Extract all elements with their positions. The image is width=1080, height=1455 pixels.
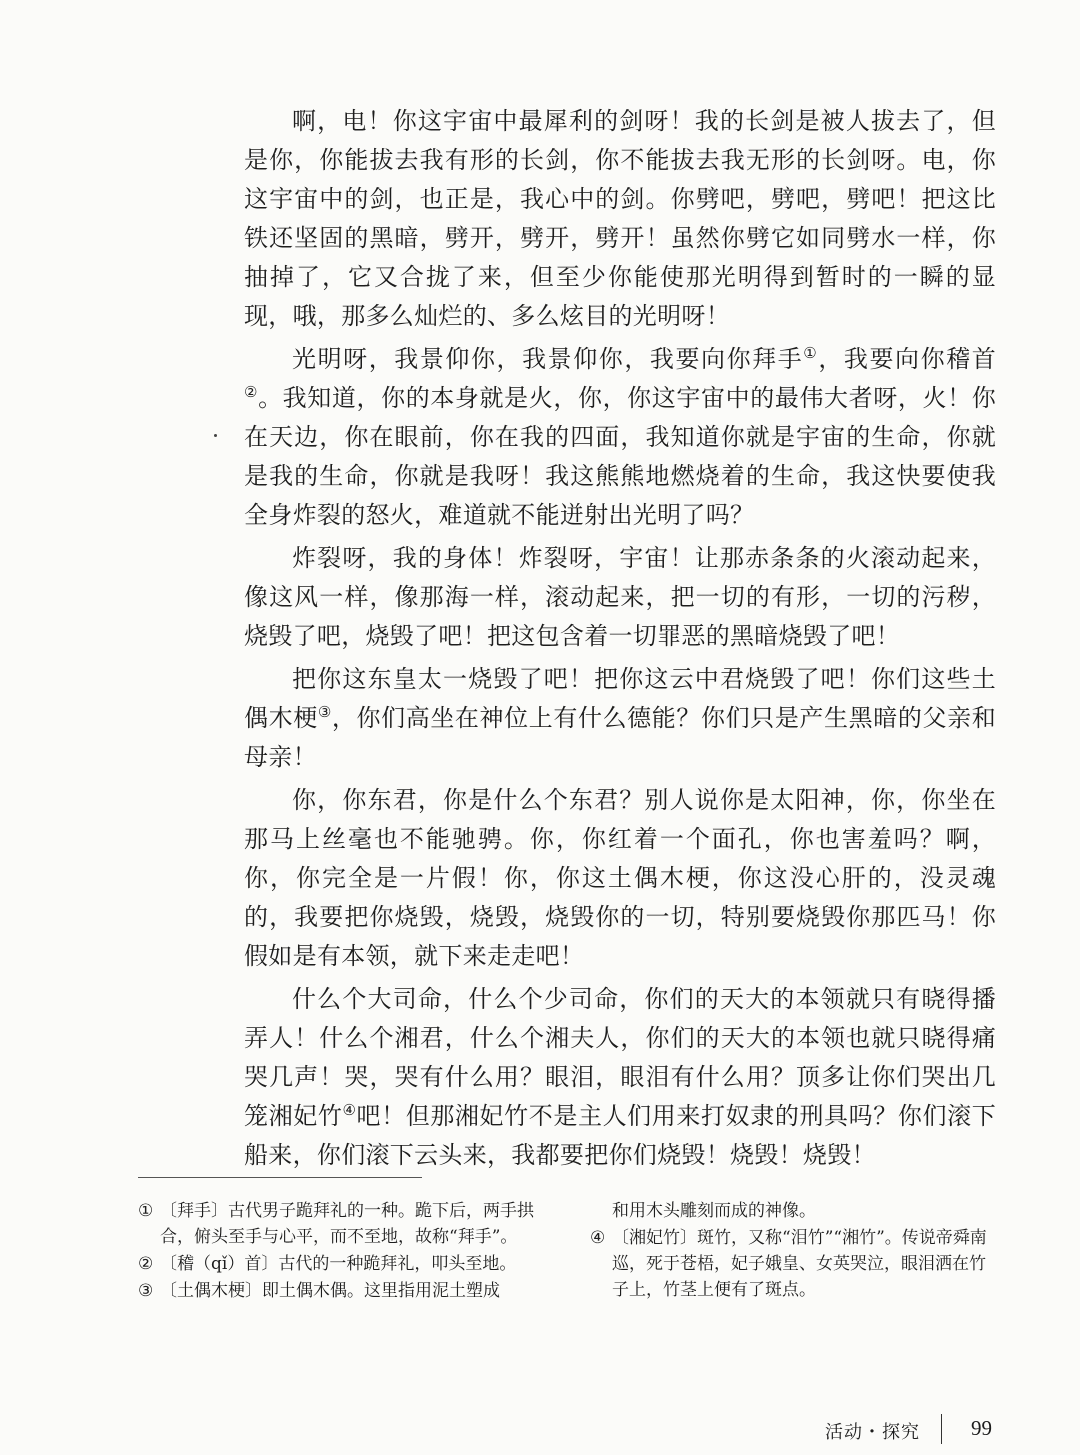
footnote-3-text: 〔土偶木梗〕即土偶木偶。这里指用泥土塑成: [160, 1281, 500, 1301]
paragraph-5: 你，你东君，你是什么个东君？别人说你是太阳神，你，你坐在那马上丝毫也不能驰骋。你，你红着一个面孔，你也害羞吗？啊，你，你完全是一片假！你，你这土偶木梗，你这没心肝的，没灵魂的，我要把你烧毁，烧毁，烧毁你的一切，特别要烧毁你那匹马！你假如是有本领，就下来走走吧！: [244, 786, 996, 970]
footnote-ref-1: ①: [803, 344, 819, 362]
paragraph-2-part-c: 。我知道，你的本身就是火，你，你这宇宙中的最伟大者呀，火！你在天边，你在眼前，你在我的四面，我知道你就是宇宙的生命，你就是我的生命，你就是我呀！我这熊熊地燃烧着的生命，我这快要使我全身炸裂的怒火，难道就不能迸射出光明了吗？: [244, 384, 997, 529]
footnotes-right-column: [590, 1198, 1000, 1304]
page-footer: [700, 1414, 1000, 1444]
paragraph-4-part-b: ，你们高坐在神位上有什么德能？你们只是产生黑暗的父亲和母亲！: [244, 704, 996, 771]
paragraph-6-part-a: 什么个大司命，什么个少司命，你们的天大的本领就只有晓得播弄人！什么个湘君，什么个湘夫人，你们的天大的本领也就只晓得痛哭几声！哭，哭有什么用？眼泪，眼泪有什么用？顶多让你们哭出几笼湘妃竹: [244, 985, 996, 1130]
footnote-4-text: 〔湘妃竹〕斑竹，又称“泪竹”“湘竹”。传说帝舜南巡，死于苍梧，妃子娥皇、女英哭泣，眼泪洒在竹子上，竹茎上便有了斑点。: [612, 1228, 987, 1300]
footnote-3-continued: 和用木头雕刻而成的神像。: [612, 1201, 816, 1221]
footnote-2-text: 〔稽（qǐ）首〕古代的一种跪拜礼，叩头至地。: [160, 1254, 517, 1274]
footnote-ref-4: ④: [342, 1101, 357, 1119]
footnote-3: [138, 1278, 552, 1304]
paragraph-6: [244, 980, 996, 1175]
footnote-4-mark: ④: [590, 1228, 606, 1248]
footnote-1: [138, 1198, 552, 1250]
paragraph-2-part-a: 光明呀，我景仰你，我景仰你，我要向你拜手: [292, 345, 804, 373]
page-number: 99: [971, 1416, 992, 1440]
paragraph-1: 啊，电！你这宇宙中最犀利的剑呀！我的长剑是被人拔去了，但是你，你能拔去我有形的长剑，你不能拔去我无形的长剑呀。电，你这宇宙中的剑，也正是，我心中的剑。你劈吧，劈吧，劈吧！把这比铁还坚固的黑暗，劈开，劈开，劈开！虽然你劈它如同劈水一样，你抽掉了，它又合拢了来，但至少你能使那光明得到暂时的一瞬的显现，哦，那多么灿烂的、多么炫目的光明呀！: [244, 107, 996, 330]
section-label: 活动・探究: [825, 1422, 920, 1443]
footnote-1-text: 〔拜手〕古代男子跪拜礼的一种。跪下后，两手拱合，俯头至手与心平，而不至地，故称“拜手”。: [160, 1201, 534, 1247]
footnote-ref-2: ②: [244, 383, 259, 401]
paragraph-4-part-a: 把你这东皇太一烧毁了吧！把你这云中君烧毁了吧！你们这些土偶木梗: [244, 665, 996, 732]
paragraph-4: [244, 660, 996, 777]
main-text: [244, 102, 996, 1179]
footnotes-left-column: [138, 1198, 552, 1305]
paragraph-6-part-b: 吧！但那湘妃竹不是主人们用来打奴隶的刑具吗？你们滚下船来，你们滚下云头来，我都要把你们烧毁！烧毁！烧毁！: [244, 1102, 996, 1169]
footnote-ref-3: ③: [317, 703, 332, 721]
paragraph-2-part-b: ，我要向你稽首: [818, 345, 996, 373]
paragraph-2: [244, 340, 996, 535]
footnote-2: [138, 1251, 552, 1277]
footnote-4: [590, 1225, 1000, 1303]
footnote-divider: [138, 1177, 422, 1178]
footnote-3-mark: ③: [138, 1281, 154, 1301]
footnote-1-mark: ①: [138, 1201, 154, 1221]
footnote-2-mark: ②: [138, 1254, 154, 1274]
paragraph-3: 炸裂呀，我的身体！炸裂呀，宇宙！让那赤条条的火滚动起来，像这风一样，像那海一样，滚动起来，把一切的有形，一切的污秽，烧毁了吧，烧毁了吧！把这包含着一切罪恶的黑暗烧毁了吧！: [244, 544, 996, 650]
footer-divider: [941, 1414, 942, 1444]
scan-speck: [214, 434, 217, 437]
